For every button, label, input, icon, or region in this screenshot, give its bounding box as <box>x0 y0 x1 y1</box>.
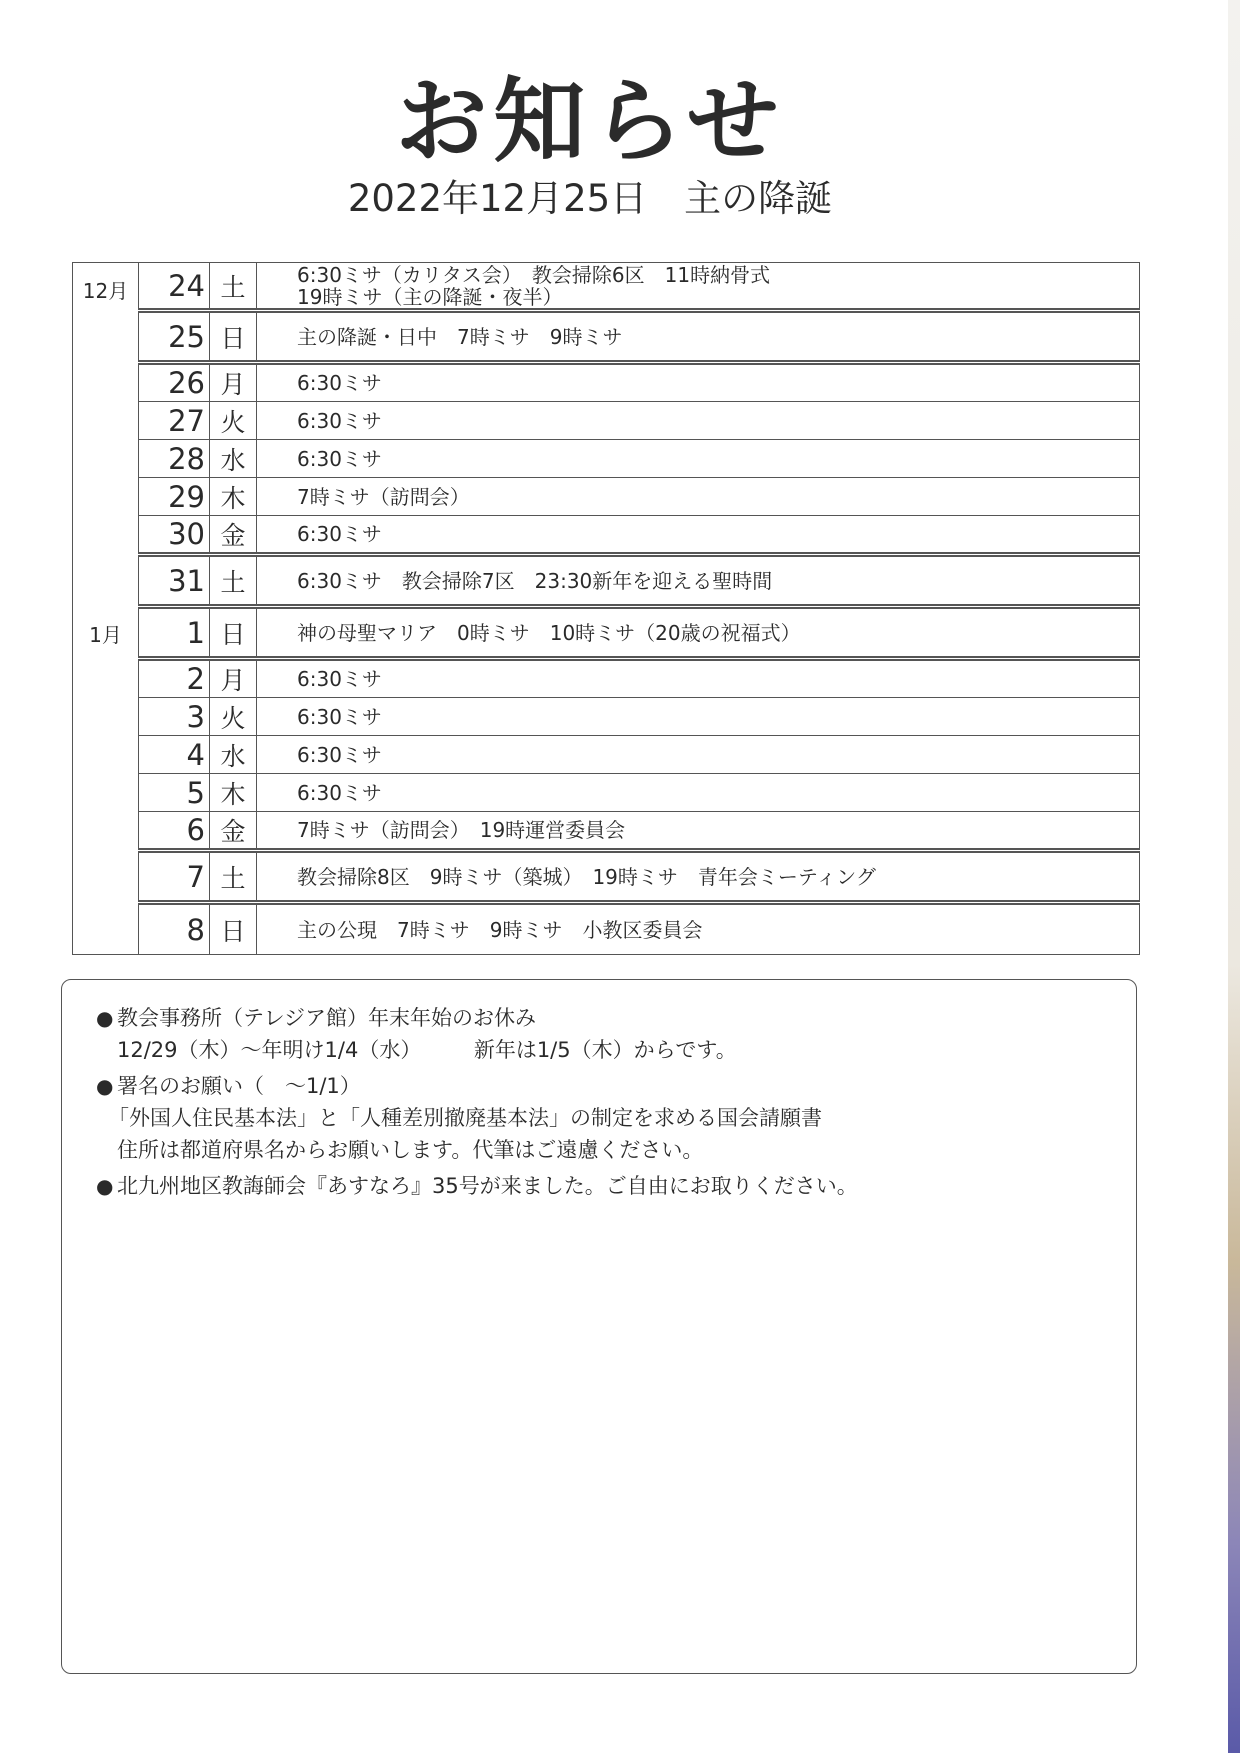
event-line: 6:30ミサ <box>297 522 382 546</box>
event-line: 6:30ミサ <box>297 371 382 395</box>
day-of-week: 金 <box>210 516 257 555</box>
notice-line: 12/29（木）～年明け1/4（水） 新年は1/5（木）からです。 <box>117 1038 737 1062</box>
day-number: 2 <box>139 659 210 698</box>
day-events <box>257 736 1140 774</box>
notice-heading: 教会事務所（テレジア館）年末年始のお休み <box>117 1006 537 1030</box>
schedule-row <box>73 812 1140 851</box>
day-of-week: 土 <box>210 851 257 903</box>
bullet-icon: ● <box>96 1074 114 1098</box>
bullet-icon: ● <box>96 1006 114 1030</box>
notice-heading: 北九州地区教誨師会『あすなろ』35号が来ました。ご自由にお取りください。 <box>117 1174 858 1198</box>
day-events <box>257 659 1140 698</box>
day-of-week: 水 <box>210 440 257 478</box>
day-of-week: 日 <box>210 607 257 659</box>
notice-item <box>96 1170 1116 1202</box>
day-number: 1 <box>139 607 210 659</box>
notice-item <box>96 1002 1116 1066</box>
day-of-week: 木 <box>210 478 257 516</box>
day-number: 27 <box>139 402 210 440</box>
event-line: 6:30ミサ <box>297 446 382 471</box>
notice-heading: 署名のお願い（ ～1/1） <box>117 1074 361 1098</box>
event-line: 主の公現 7時ミサ 9時ミサ 小教区委員会 <box>297 917 703 942</box>
schedule-row <box>73 607 1140 659</box>
day-number: 4 <box>139 736 210 774</box>
notice-list <box>96 1002 1116 1206</box>
schedule-row <box>73 478 1140 516</box>
month-label: 1月 <box>73 607 139 955</box>
event-line: 教会掃除8区 9時ミサ（築城） 19時ミサ 青年会ミーティング <box>297 864 876 889</box>
schedule-row <box>73 402 1140 440</box>
page-title: お知らせ <box>395 68 785 175</box>
schedule-row <box>73 555 1140 607</box>
notice-item <box>96 1070 1116 1166</box>
month-label: 12月 <box>73 263 139 607</box>
schedule-table <box>72 262 1140 955</box>
day-number: 30 <box>139 516 210 555</box>
event-line: 6:30ミサ <box>297 704 382 729</box>
day-events <box>257 363 1140 402</box>
day-events <box>257 263 1140 311</box>
bullet-icon: ● <box>96 1174 114 1198</box>
day-number: 3 <box>139 698 210 736</box>
page-subtitle: 2022年12月25日 主の降誕 <box>347 177 833 220</box>
schedule-row <box>73 516 1140 555</box>
day-number: 24 <box>139 263 210 311</box>
day-number: 8 <box>139 903 210 955</box>
day-number: 7 <box>139 851 210 903</box>
day-events <box>257 774 1140 812</box>
schedule-row <box>73 736 1140 774</box>
schedule-row <box>73 903 1140 955</box>
day-of-week: 火 <box>210 698 257 736</box>
day-events <box>257 440 1140 478</box>
event-line: 6:30ミサ <box>297 742 382 767</box>
schedule-row <box>73 659 1140 698</box>
event-line: 7時ミサ（訪問会） <box>297 484 470 509</box>
day-events <box>257 402 1140 440</box>
day-of-week: 月 <box>210 363 257 402</box>
day-events <box>257 607 1140 659</box>
day-of-week: 日 <box>210 903 257 955</box>
day-of-week: 水 <box>210 736 257 774</box>
scan-edge-shading <box>1228 0 1240 1753</box>
day-events <box>257 555 1140 607</box>
day-of-week: 土 <box>210 555 257 607</box>
day-events <box>257 516 1140 555</box>
day-number: 25 <box>139 311 210 363</box>
event-line: 6:30ミサ <box>297 408 382 433</box>
day-events <box>257 311 1140 363</box>
event-line: 神の母聖マリア 0時ミサ 10時ミサ（20歳の祝福式） <box>297 620 801 645</box>
event-line: 19時ミサ（主の降誕・夜半） <box>297 284 563 309</box>
day-number: 6 <box>139 812 210 851</box>
day-number: 31 <box>139 555 210 607</box>
day-number: 29 <box>139 478 210 516</box>
event-line: 6:30ミサ <box>297 667 382 691</box>
schedule-row <box>73 774 1140 812</box>
schedule-row <box>73 363 1140 402</box>
day-number: 28 <box>139 440 210 478</box>
day-events <box>257 812 1140 851</box>
schedule-row <box>73 440 1140 478</box>
day-of-week: 日 <box>210 311 257 363</box>
notice-line: 住所は都道府県名からお願いします。代筆はご遠慮ください。 <box>117 1138 704 1162</box>
day-events <box>257 851 1140 903</box>
day-events <box>257 698 1140 736</box>
schedule-row <box>73 311 1140 363</box>
day-events <box>257 478 1140 516</box>
schedule-row <box>73 851 1140 903</box>
day-events <box>257 903 1140 955</box>
schedule-row <box>73 263 1140 311</box>
event-line: 主の降誕・日中 7時ミサ 9時ミサ <box>297 324 623 349</box>
day-of-week: 月 <box>210 659 257 698</box>
day-number: 5 <box>139 774 210 812</box>
day-of-week: 木 <box>210 774 257 812</box>
event-line: 6:30ミサ 教会掃除7区 23:30新年を迎える聖時間 <box>297 568 773 593</box>
event-line: 6:30ミサ（カリタス会） 教会掃除6区 11時納骨式 <box>297 262 771 287</box>
day-of-week: 金 <box>210 812 257 851</box>
day-number: 26 <box>139 363 210 402</box>
event-line: 6:30ミサ <box>297 780 382 805</box>
day-of-week: 火 <box>210 402 257 440</box>
notice-line: 「外国人住民基本法」と「人種差別撤廃基本法」の制定を求める国会請願書 <box>108 1106 822 1130</box>
schedule-row <box>73 698 1140 736</box>
day-of-week: 土 <box>210 263 257 311</box>
event-line: 7時ミサ（訪問会） 19時運営委員会 <box>297 818 626 842</box>
